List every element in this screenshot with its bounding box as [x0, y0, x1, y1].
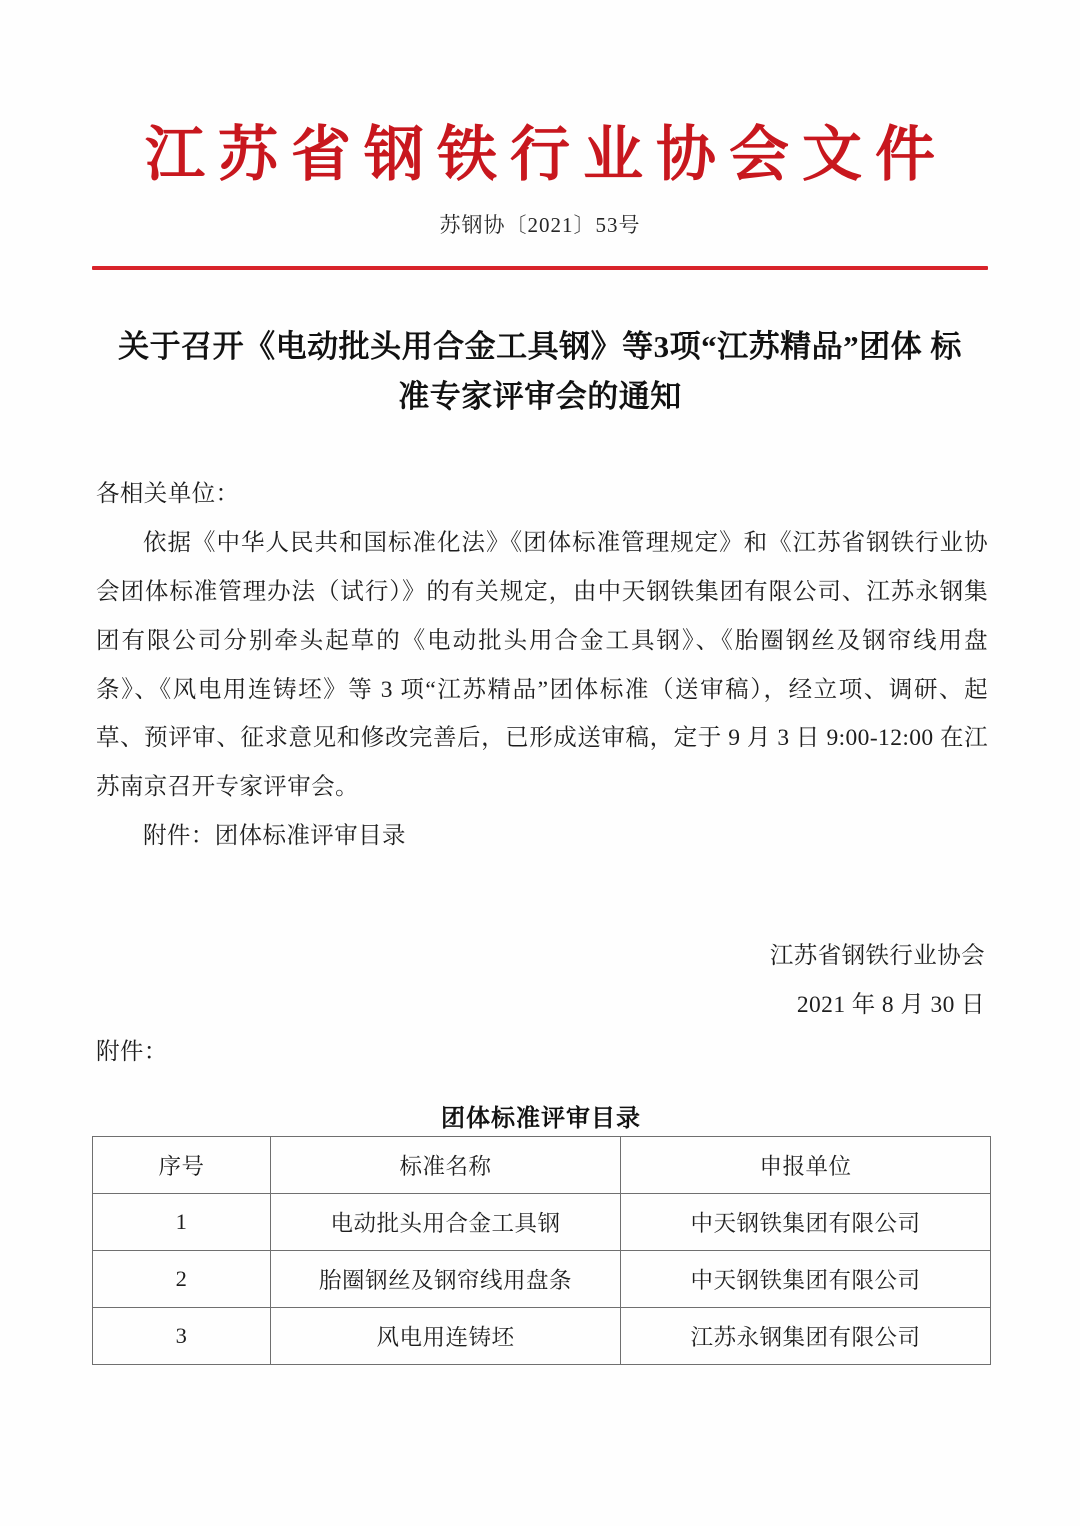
cell-no: 2	[93, 1251, 271, 1308]
table-row	[93, 1251, 991, 1308]
signature-issuer: 江苏省钢铁行业协会	[769, 943, 985, 969]
standards-review-table	[92, 1136, 991, 1365]
table-row	[93, 1194, 991, 1251]
cell-applicant: 中天钢铁集团有限公司	[621, 1194, 991, 1251]
document-body	[96, 470, 988, 861]
cell-no: 3	[93, 1308, 271, 1365]
header-red-rule-divider	[92, 266, 988, 270]
column-header-no: 序号	[93, 1137, 271, 1194]
table-header-row	[93, 1137, 991, 1194]
table-row	[93, 1308, 991, 1365]
cell-standard-name: 电动批头用合金工具钢	[271, 1194, 621, 1251]
column-header-standard-name: 标准名称	[271, 1137, 621, 1194]
cell-applicant: 中天钢铁集团有限公司	[621, 1251, 991, 1308]
document-number: 苏钢协〔2021〕53号	[439, 213, 641, 237]
signature-block	[770, 932, 985, 1031]
cell-no: 1	[93, 1194, 271, 1251]
salutation: 各相关单位：	[96, 481, 240, 507]
cell-standard-name: 胎圈钢丝及钢帘线用盘条	[271, 1251, 621, 1308]
column-header-applicant: 申报单位	[621, 1137, 991, 1194]
page-title	[110, 322, 970, 422]
attachment-table-caption: 团体标准评审目录	[441, 1105, 641, 1132]
issuing-organization-title: 江苏省钢铁行业协会文件	[145, 122, 948, 188]
signature-date: 2021 年 8 月 30 日	[796, 992, 985, 1019]
page-title-line-2: 标准专家评审会的通知	[398, 329, 962, 415]
cell-standard-name: 风电用连铸坯	[271, 1308, 621, 1365]
body-paragraph-2-attachment-note: 附件：团体标准评审目录	[143, 823, 406, 850]
page-title-line-1: 关于召开《电动批头用合金工具钢》等3项“江苏精品”团体	[118, 329, 923, 364]
document-header	[0, 118, 1080, 239]
body-paragraph-1: 依据《中华人民共和国标准化法》《团体标准管理规定》和《江苏省钢铁行业协会团体标准管理办法（试行）》的有关规定，由中天钢铁集团有限公司、江苏永钢集团有限公司分别牵头起草的《电动批头用合金工具钢》、《胎圈钢丝及钢帘线用盘条》、《风电用连铸坯》等 3 项“江苏精品”团体标准（送审稿），经立项、调研、起草、预评审、征求意见和修改完善后，已形成送审稿，定于 9 月 3 日 9:00-12:00 在江苏南京召开专家评审会。	[96, 529, 988, 801]
cell-applicant: 江苏永钢集团有限公司	[621, 1308, 991, 1365]
attachment-label: 附件：	[96, 1039, 168, 1065]
